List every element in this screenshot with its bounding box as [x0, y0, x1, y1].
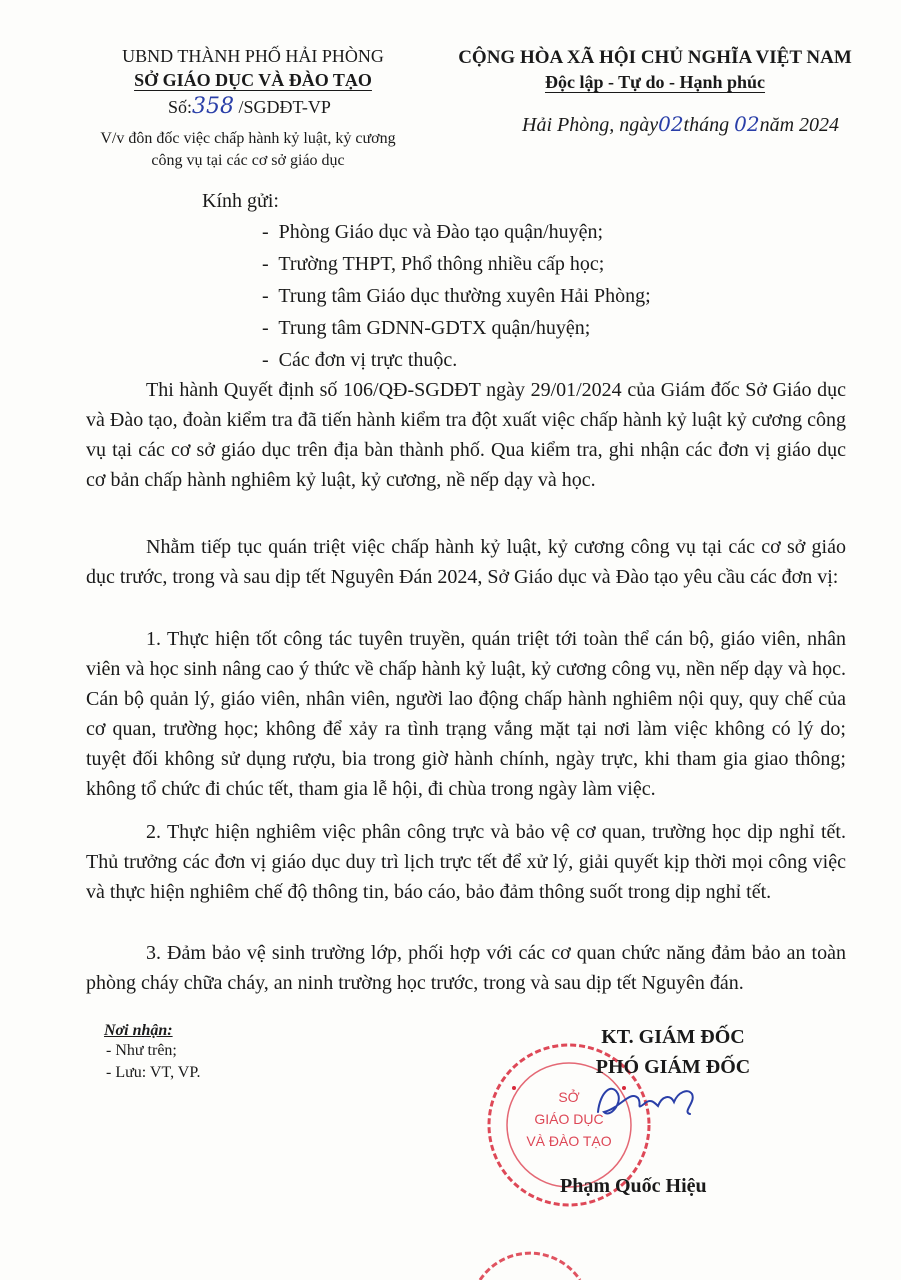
requirement-1: 1. Thực hiện tốt công tác tuyên truyền, quán triệt tới toàn thể cán bộ, giáo viên, nhân viên và học sinh nâng cao ý thức về chấp hành kỷ luật, kỷ cương công vụ, nền nếp dạy và học. Cán bộ quản lý, giáo viên, nhân viên, người lao động chấp hành nghiêm nội quy, quy chế của cơ quan, trường học; không để xảy ra tình trạng vắng mặt tại nơi làm việc không có lý do; tuyệt đối không sử dụng rượu, bia trong giờ hành chính, ngày trực, khi tham gia giao thông; không tổ chức đi chúc tết, tham gia lễ hội, đi chùa trong ngày làm việc. — [86, 628, 846, 800]
addressee-label: Kính gửi: — [202, 190, 279, 212]
handwritten-signature — [590, 1072, 700, 1132]
recipient-item: - Như trên; — [106, 1042, 177, 1059]
seal-line3: VÀ ĐÀO TẠO — [526, 1133, 612, 1149]
body-paragraph-1: Thi hành Quyết định số 106/QĐ-SGDĐT ngày 29/01/2024 của Giám đốc Sở Giáo dục và Đào tạo, đoàn kiểm tra đã tiến hành kiểm tra đột xuất việc chấp hành kỷ luật kỷ cương công vụ tại các cơ sở giáo dục trên địa bàn thành phố. Qua kiểm tra, ghi nhận các đơn vị giáo dục cơ bản chấp hành nghiêm kỷ luật, kỷ cương, nề nếp dạy và học. — [86, 379, 846, 491]
doc-number-suffix: /SGDĐT-VP — [234, 97, 331, 117]
addressee-list — [262, 216, 651, 376]
date-place: Hải Phòng, ngày — [522, 114, 659, 136]
date-month-label: tháng — [683, 114, 730, 136]
date-year: năm 2024 — [759, 114, 840, 136]
seal-line2: GIÁO DỤC — [534, 1111, 604, 1127]
subject-line2: công vụ tại các cơ sở giáo dục — [151, 152, 345, 169]
document-subject — [48, 128, 448, 172]
date-month: 02 — [734, 112, 760, 136]
recipient-item: - Lưu: VT, VP. — [106, 1064, 201, 1081]
requirement-2: 2. Thực hiện nghiêm việc phân công trực và bảo vệ cơ quan, trường học dịp nghỉ tết. Thủ trưởng các đơn vị giáo dục duy trì lịch trực tết để xử lý, giải quyết kịp thời mọi công việc và thực hiện nghiêm chế độ thông tin, báo cáo, bảo đảm thông suốt trong dịp nghỉ tết. — [86, 821, 846, 903]
recipients-title: Nơi nhận: — [104, 1022, 173, 1039]
nation-title: CỘNG HÒA XÃ HỘI CHỦ NGHĨA VIỆT NAM — [458, 47, 852, 68]
addressee-item: - Trường THPT, Phổ thông nhiều cấp học; — [262, 248, 651, 280]
addressee-item: - Các đơn vị trực thuộc. — [262, 344, 651, 376]
doc-number-handwritten: 358 — [192, 94, 235, 119]
body-paragraph-2: Nhằm tiếp tục quán triệt việc chấp hành kỷ luật, kỷ cương công vụ tại các cơ sở giáo dục trước, trong và sau dịp tết Nguyên Đán 2024, Sở Giáo dục và Đào tạo yêu cầu các đơn vị: — [86, 536, 846, 588]
authority-line2: SỞ GIÁO DỤC VÀ ĐÀO TẠO — [134, 70, 372, 90]
signer-name: Phạm Quốc Hiệu — [560, 1175, 707, 1197]
seal-line1: SỞ — [558, 1089, 580, 1105]
signature-title-1: KT. GIÁM ĐỐC — [601, 1026, 745, 1048]
issuing-authority — [88, 44, 418, 92]
authority-line1: UBND THÀNH PHỐ HẢI PHÒNG — [122, 46, 384, 66]
document-date — [522, 112, 839, 137]
addressee-item: - Trung tâm GDNN-GDTX quận/huyện; — [262, 312, 651, 344]
document-number — [168, 94, 331, 119]
partial-seal — [470, 1220, 590, 1280]
addressee-item: - Phòng Giáo dục và Đào tạo quận/huyện; — [262, 216, 651, 248]
national-motto — [440, 46, 870, 94]
subject-line1: V/v đôn đốc việc chấp hành kỷ luật, kỷ cương — [100, 130, 396, 147]
addressee-item: - Trung tâm Giáo dục thường xuyên Hải Phòng; — [262, 280, 651, 312]
date-day: 02 — [658, 112, 684, 136]
doc-number-prefix: Số: — [168, 97, 193, 117]
recipients-block — [104, 1022, 200, 1084]
requirement-3: 3. Đảm bảo vệ sinh trường lớp, phối hợp với các cơ quan chức năng đảm bảo an toàn phòng cháy chữa cháy, an ninh trường học trước, trong và sau dịp tết Nguyên đán. — [86, 942, 846, 994]
signature-title-2: PHÓ GIÁM ĐỐC — [595, 1056, 751, 1078]
nation-motto: Độc lập - Tự do - Hạnh phúc — [544, 72, 766, 92]
